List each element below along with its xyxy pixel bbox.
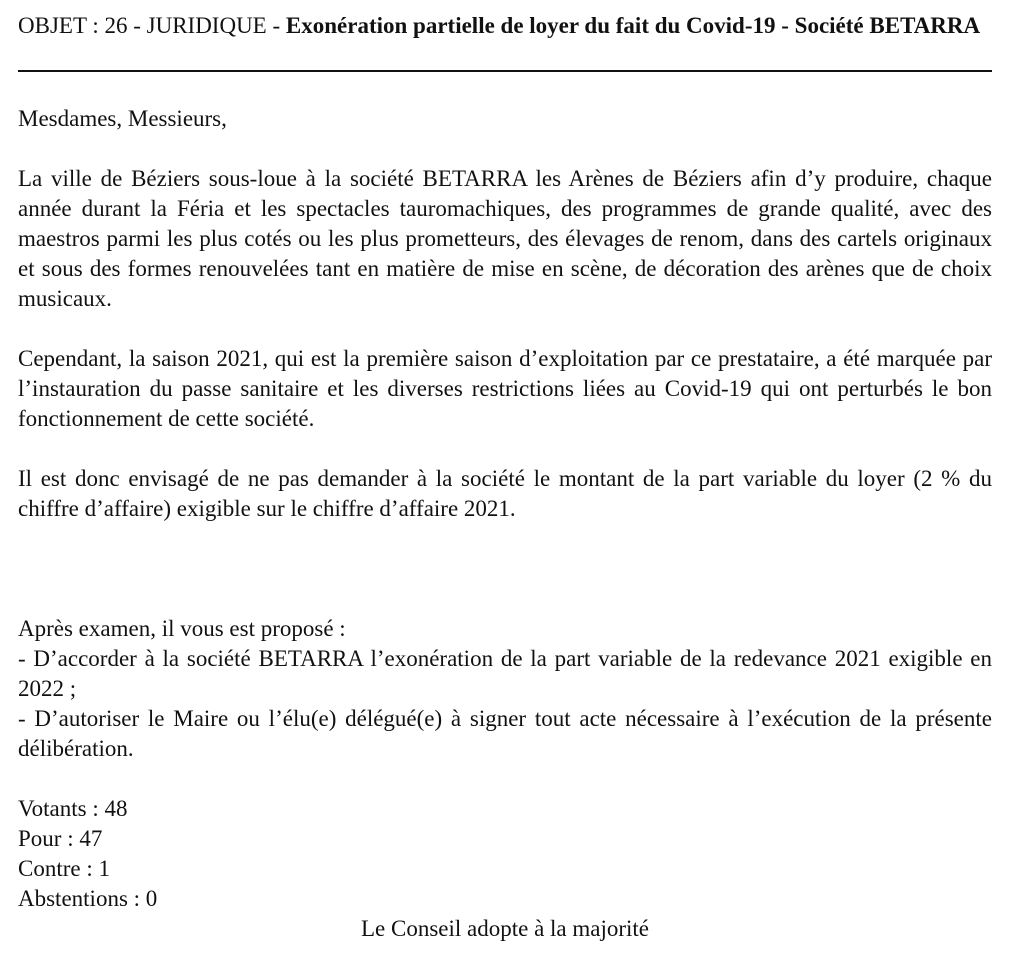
objet-prefix: OBJET : 26 - JURIDIQUE -	[18, 13, 286, 38]
proposal-section	[18, 614, 992, 764]
objet-title: Exonération partielle de loyer du fait du Covid-19 - Société BETARRA	[285, 13, 981, 38]
paragraph-context: La ville de Béziers sous-loue à la société BETARRA les Arènes de Béziers afin d’y produire, chaque année durant la Féria et les spectacles tauromachiques, des programmes de grande qualité, avec des maestros parmi les plus cotés ou les plus prometteurs, des élevages de renom, dans des cartels originaux et sous des formes renouvelées tant en matière de mise en scène, de décoration des arènes que de choix musicaux.	[18, 166, 992, 311]
paragraph-covid-impact: Cependant, la saison 2021, qui est la première saison d’exploitation par ce prestataire, a été marquée par l’instauration du passe sanitaire et les diverses restrictions liées au Covid-19 qui ont perturbés le bon fonctionnement de cette société.	[18, 346, 992, 431]
heading-divider	[18, 70, 992, 72]
council-decision: Le Conseil adopte à la majorité	[360, 916, 650, 941]
proposal-intro: Après examen, il vous est proposé :	[18, 616, 346, 641]
vote-results	[18, 794, 992, 914]
vote-votants: Votants : 48	[18, 796, 128, 821]
vote-pour: Pour : 47	[18, 826, 103, 851]
proposal-item: - D’autoriser le Maire ou l’élu(e) délégué(e) à signer tout acte nécessaire à l’exécution de la présente délibération.	[18, 706, 992, 761]
vote-contre: Contre : 1	[18, 856, 110, 881]
objet-heading	[18, 11, 992, 41]
paragraph-proposal-rationale: Il est donc envisagé de ne pas demander à la société le montant de la part variable du loyer (2 % du chiffre d’affaire) exigible sur le chiffre d’affaire 2021.	[18, 466, 992, 521]
salutation: Mesdames, Messieurs,	[18, 106, 227, 131]
document-page	[18, 11, 992, 944]
proposal-item: - D’accorder à la société BETARRA l’exonération de la part variable de la redevance 2021 exigible en 2022 ;	[18, 646, 992, 701]
vote-abstentions: Abstentions : 0	[18, 886, 158, 911]
